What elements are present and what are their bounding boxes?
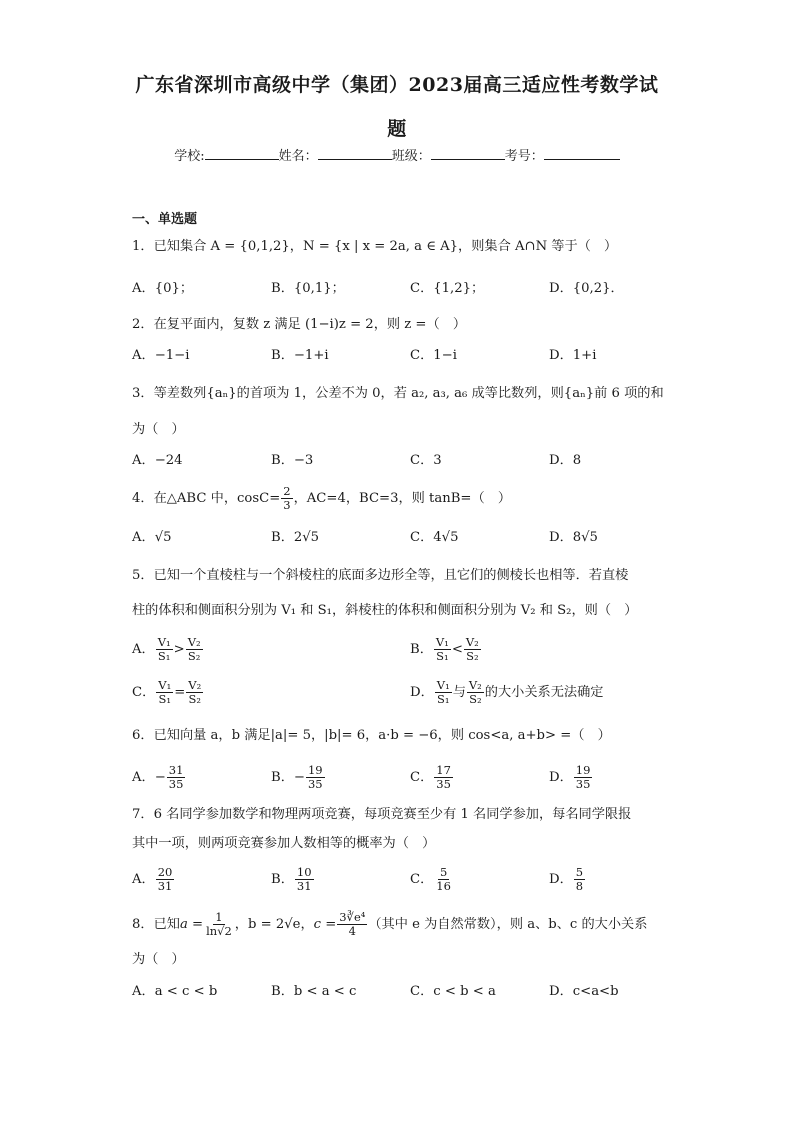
q8-suffix: （其中 e 为自然常数），则 a、b、c 的大小关系 bbox=[368, 917, 648, 932]
q8-a-lhs: a = bbox=[179, 917, 204, 932]
q5-d-tail: 的大小关系无法确定 bbox=[484, 685, 604, 700]
q5-a-d1: S₁ bbox=[157, 649, 171, 663]
q2-option-c[interactable]: C．1−i bbox=[410, 348, 457, 363]
q8-c-num: 3∛e⁴ bbox=[339, 910, 366, 924]
q1-option-c[interactable]: C．{1,2}； bbox=[410, 281, 485, 296]
q7-c-num: 5 bbox=[439, 865, 448, 879]
exam-title-line2: 题 bbox=[387, 118, 407, 140]
q5-option-d[interactable] bbox=[410, 679, 603, 706]
q5-b-frac1 bbox=[434, 636, 451, 663]
q5-b-rel: < bbox=[451, 642, 463, 657]
q6-stem: 6．已知向量 a，b 满足|a|= 5，|b|= 6，a·b = −6，则 cos<a, a+b> =（ ） bbox=[132, 728, 611, 743]
q7-b-num: 10 bbox=[296, 865, 312, 879]
q5-d-d1: S₁ bbox=[436, 692, 450, 706]
q1-stem: 1．已知集合 A = {0,1,2}，N = {x | x = 2a, a ∈ A}，则集合 A∩N 等于（ ） bbox=[132, 239, 618, 254]
q5-c-d1: S₁ bbox=[158, 692, 171, 706]
q7-c-label: C． bbox=[410, 872, 434, 887]
q4-option-a[interactable]: A．√5 bbox=[132, 530, 172, 545]
q7-c-den: 16 bbox=[436, 879, 451, 893]
q2-option-a[interactable]: A．−1−i bbox=[132, 348, 190, 363]
q5-a-d2: S₂ bbox=[187, 649, 201, 663]
q5-d-n1: V₁ bbox=[436, 678, 450, 692]
q5-c-frac1 bbox=[156, 679, 173, 706]
q6-d-label: D． bbox=[549, 770, 573, 785]
q3-option-d[interactable]: D．8 bbox=[549, 453, 582, 468]
q5-c-n1: V₁ bbox=[158, 678, 172, 692]
q5-option-b[interactable] bbox=[410, 636, 482, 663]
q7-option-d[interactable] bbox=[549, 866, 586, 893]
q5-a-n2: V₂ bbox=[187, 635, 201, 649]
number-label: 考号： bbox=[504, 149, 544, 164]
class-label: 班级： bbox=[391, 149, 431, 164]
q7-stem-line1: 7．6 名同学参加数学和物理两项竞赛，每项竞赛至少有 1 名同学参加，每名同学限报 bbox=[132, 807, 632, 822]
q5-d-n2: V₂ bbox=[468, 678, 482, 692]
q5-d-frac2 bbox=[467, 679, 484, 706]
q2-option-d[interactable]: D．1+i bbox=[549, 348, 597, 363]
q5-c-label: C． bbox=[132, 685, 156, 700]
q8-option-b[interactable]: B．b < a < c bbox=[271, 984, 357, 999]
q6-a-sign: − bbox=[154, 770, 166, 785]
q6-option-c[interactable] bbox=[410, 764, 454, 791]
q2-stem: 2．在复平面内，复数 z 满足 (1−i)z = 2，则 z =（ ） bbox=[132, 317, 467, 332]
q5-b-d1: S₁ bbox=[436, 649, 449, 663]
q4-fraction bbox=[281, 485, 292, 512]
q8-option-d[interactable]: D．c<a<b bbox=[549, 984, 619, 999]
q5-option-c[interactable] bbox=[132, 679, 204, 706]
q6-d-frac bbox=[574, 764, 593, 791]
q5-b-label: B． bbox=[410, 642, 433, 657]
q7-a-frac bbox=[156, 866, 175, 893]
q6-c-num: 17 bbox=[436, 763, 451, 777]
q8-a-frac bbox=[204, 911, 234, 938]
q3-option-b[interactable]: B．−3 bbox=[271, 453, 314, 468]
name-blank[interactable] bbox=[318, 147, 392, 160]
q8-stem-line1 bbox=[132, 911, 647, 938]
q6-b-label: B． bbox=[271, 770, 294, 785]
q5-d-d2: S₂ bbox=[469, 692, 482, 706]
q1-option-b[interactable]: B．{0,1}； bbox=[271, 281, 345, 296]
q6-c-label: C． bbox=[410, 770, 434, 785]
q7-d-label: D． bbox=[549, 872, 573, 887]
q5-a-rel: > bbox=[173, 642, 185, 657]
q7-option-b[interactable] bbox=[271, 866, 315, 893]
q6-option-d[interactable] bbox=[549, 764, 593, 791]
q3-stem-line2: 为（ ） bbox=[132, 422, 185, 437]
q8-stem-line2: 为（ ） bbox=[132, 952, 185, 967]
q5-a-frac1 bbox=[156, 636, 173, 663]
q8-a-den: ln√2 bbox=[206, 924, 232, 938]
q5-a-n1: V₁ bbox=[157, 635, 171, 649]
q8-a-num: 1 bbox=[215, 910, 223, 924]
q5-c-rel: = bbox=[174, 685, 186, 700]
q2-option-b[interactable]: B．−1+i bbox=[271, 348, 329, 363]
q5-a-label: A． bbox=[132, 642, 155, 657]
q6-b-num: 19 bbox=[307, 763, 323, 777]
q6-b-frac bbox=[306, 764, 325, 791]
q4-option-c[interactable]: C．4√5 bbox=[410, 530, 459, 545]
exam-title-line1: 广东省深圳市高级中学（集团）2023届高三适应性考数学试 bbox=[135, 74, 659, 96]
q4-frac-num: 2 bbox=[283, 484, 291, 498]
q8-prefix: 8．已知 bbox=[132, 917, 180, 932]
q7-b-frac bbox=[295, 866, 314, 893]
q1-option-a[interactable]: A．{0}； bbox=[132, 281, 194, 296]
q7-b-den: 31 bbox=[296, 879, 312, 893]
q5-d-rel: 与 bbox=[452, 685, 466, 700]
q3-stem-line1: 3．等差数列{aₙ}的首项为 1，公差不为 0，若 a₂, a₃, a₆ 成等比数列，则{aₙ}前 6 项的和 bbox=[132, 386, 664, 401]
q6-a-frac bbox=[167, 764, 186, 791]
number-blank[interactable] bbox=[544, 147, 620, 160]
q5-stem-line2: 柱的体积和侧面积分别为 V₁ 和 S₁，斜棱柱的体积和侧面积分别为 V₂ 和 S₂，则（ ） bbox=[132, 603, 638, 618]
q7-a-num: 20 bbox=[157, 865, 173, 879]
q5-c-n2: V₂ bbox=[188, 678, 202, 692]
q6-a-label: A． bbox=[132, 770, 155, 785]
q7-a-den: 31 bbox=[157, 879, 173, 893]
q7-option-a[interactable] bbox=[132, 866, 175, 893]
name-label: 姓名： bbox=[278, 149, 318, 164]
q5-b-n2: V₂ bbox=[465, 635, 479, 649]
q4-option-b[interactable]: B．2√5 bbox=[271, 530, 320, 545]
q4-stem-prefix: 4．在△ABC 中，cosC= bbox=[132, 491, 281, 506]
school-label: 学校: bbox=[174, 149, 205, 164]
q6-b-den: 35 bbox=[307, 777, 323, 791]
q6-a-num: 31 bbox=[168, 763, 184, 777]
class-blank[interactable] bbox=[431, 147, 505, 160]
q7-c-frac bbox=[434, 866, 453, 893]
school-blank[interactable] bbox=[205, 147, 279, 160]
q5-b-frac2 bbox=[464, 636, 481, 663]
q7-d-num: 5 bbox=[575, 865, 584, 879]
q5-d-label: D． bbox=[410, 685, 434, 700]
q6-d-den: 35 bbox=[575, 777, 591, 791]
q6-c-frac bbox=[434, 764, 453, 791]
q6-b-sign: − bbox=[293, 770, 305, 785]
q7-stem-line2: 其中一项，则两项竞赛参加人数相等的概率为（ ） bbox=[132, 836, 436, 851]
student-info-row bbox=[0, 145, 794, 164]
q7-a-label: A． bbox=[132, 872, 155, 887]
q8-c-frac bbox=[337, 911, 367, 938]
q6-a-den: 35 bbox=[168, 777, 184, 791]
q5-d-frac1 bbox=[435, 679, 452, 706]
q8-c-den: 4 bbox=[348, 924, 356, 938]
q5-c-d2: S₂ bbox=[188, 692, 201, 706]
q7-d-frac bbox=[574, 866, 585, 893]
q1-option-d[interactable]: D．{0,2}． bbox=[549, 281, 624, 296]
q5-option-a[interactable] bbox=[132, 636, 204, 663]
q5-b-d2: S₂ bbox=[466, 649, 479, 663]
section-heading: 一、单选题 bbox=[132, 212, 198, 227]
q3-option-c[interactable]: C．3 bbox=[410, 453, 442, 468]
q5-c-frac2 bbox=[186, 679, 203, 706]
q7-b-label: B． bbox=[271, 872, 294, 887]
q6-option-b[interactable] bbox=[271, 764, 326, 791]
q8-option-c[interactable]: C．c < b < a bbox=[410, 984, 496, 999]
q5-b-n1: V₁ bbox=[435, 635, 449, 649]
q4-option-d[interactable]: D．8√5 bbox=[549, 530, 598, 545]
q8-c-lhs: c = bbox=[313, 917, 337, 932]
q8-b-expr: ，b = 2√e， bbox=[234, 917, 314, 932]
q3-option-a[interactable]: A．−24 bbox=[132, 453, 183, 468]
q4-frac-den: 3 bbox=[283, 498, 291, 512]
q8-option-a[interactable]: A．a < c < b bbox=[132, 984, 218, 999]
q5-a-frac2 bbox=[186, 636, 203, 663]
q6-d-num: 19 bbox=[575, 763, 591, 777]
q7-d-den: 8 bbox=[575, 879, 584, 893]
q6-c-den: 35 bbox=[436, 777, 451, 791]
q6-option-a[interactable] bbox=[132, 764, 186, 791]
q4-stem-suffix: ，AC=4，BC=3，则 tanB=（ ） bbox=[293, 491, 512, 506]
q7-option-c[interactable] bbox=[410, 866, 454, 893]
q5-stem-line1: 5．已知一个直棱柱与一个斜棱柱的底面多边形全等，且它们的侧棱长也相等．若直棱 bbox=[132, 568, 629, 583]
q4-stem bbox=[132, 485, 511, 512]
